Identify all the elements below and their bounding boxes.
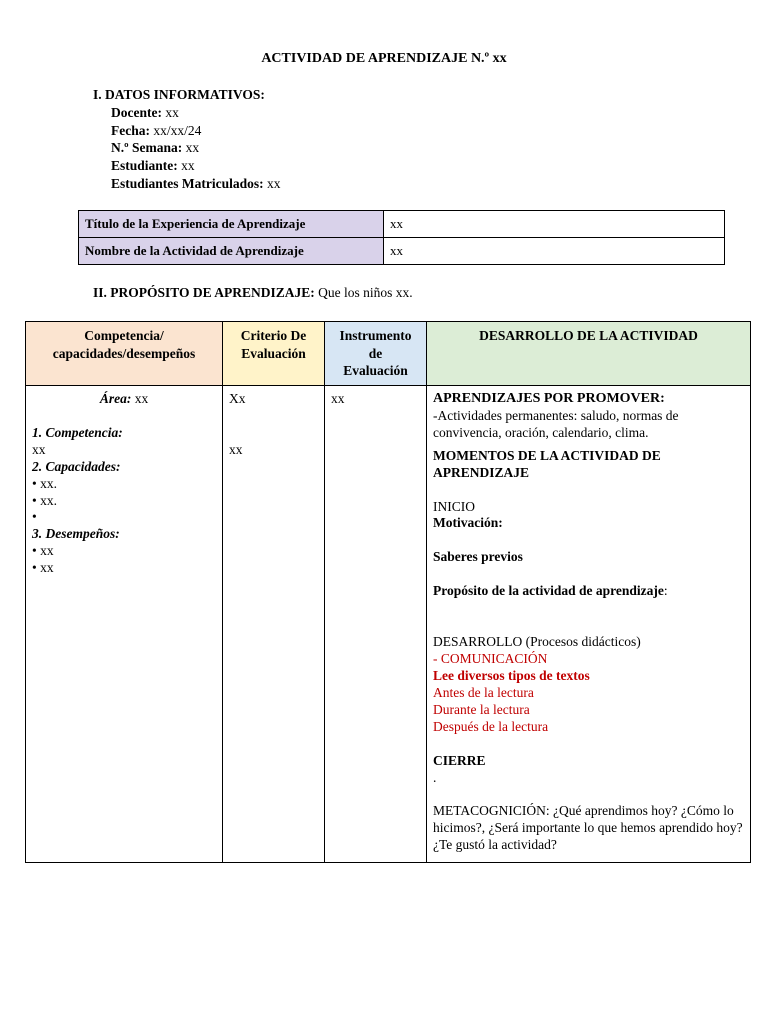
momentos-title: MOMENTOS DE LA ACTIVIDAD DE APRENDIZAJE <box>433 447 661 480</box>
docente-row <box>93 104 281 122</box>
matriculados-row <box>93 175 281 193</box>
proposito-actividad-line <box>433 583 744 600</box>
criterio-value-2: xx <box>229 441 243 457</box>
header-competencia-line1: Competencia/ <box>84 328 164 343</box>
fecha-value: xx/xx/24 <box>153 122 202 138</box>
motivacion-label: Motivación: <box>433 515 503 531</box>
estudiante-row <box>93 157 281 175</box>
competencia-value: xx <box>32 441 46 457</box>
proposito-value: Que los niños xx. <box>318 285 413 300</box>
spacer <box>433 532 744 549</box>
cierre-dot: . <box>433 769 437 785</box>
desempeno-item: • xx <box>32 560 216 577</box>
desarrollo-heading: DESARROLLO (Procesos didácticos) <box>433 634 641 650</box>
despues-lectura: Después de la lectura <box>433 718 549 734</box>
metacognicion-text: METACOGNICIÓN: ¿Qué aprendimos hoy? ¿Cómo lo hicimos?, ¿Será importante lo que hemos aprendido hoy? ¿Te gustó la actividad? <box>433 803 743 853</box>
header-instrumento <box>325 322 427 386</box>
header-desarrollo: DESARROLLO DE LA ACTIVIDAD <box>427 322 751 386</box>
header-instrumento-line1: Instrumento <box>339 328 412 343</box>
lee-textos-label: Lee diversos tipos de textos <box>433 667 590 683</box>
header-competencia <box>26 322 223 386</box>
inicio-heading: INICIO <box>433 498 475 514</box>
cierre-heading: CIERRE <box>433 752 486 768</box>
spacer <box>433 600 744 617</box>
proposito-line <box>93 285 413 301</box>
area-value: xx <box>134 391 149 406</box>
header-competencia-line2: capacidades/desempeños <box>52 345 196 361</box>
desempenos-label: 3. Desempeños: <box>32 526 120 542</box>
capacidad-item <box>32 509 216 526</box>
semana-row <box>93 139 281 157</box>
main-body-row <box>26 386 751 863</box>
capacidad-item: • xx. <box>32 493 216 510</box>
semana-label: N.º Semana: <box>111 140 183 156</box>
spacer <box>433 786 744 803</box>
header-instrumento-line2: de <box>368 345 383 361</box>
datos-heading: I. DATOS INFORMATIVOS: <box>93 87 265 102</box>
spacer <box>433 482 744 499</box>
durante-lectura: Durante la lectura <box>433 701 530 717</box>
proposito-actividad-label: Propósito de la actividad de aprendizaje <box>433 583 664 599</box>
main-header-row <box>26 322 751 386</box>
header-instrumento-line3: Evaluación <box>343 363 408 378</box>
spacer <box>32 408 216 425</box>
proposito-actividad-colon: : <box>663 583 668 599</box>
docente-value: xx <box>165 104 179 120</box>
area-label: Área: <box>99 391 132 406</box>
competencia-cell <box>26 386 223 863</box>
semana-value: xx <box>185 140 200 156</box>
spacer <box>229 408 318 425</box>
info-row-titulo <box>79 211 725 238</box>
fecha-label: Fecha: <box>111 122 150 138</box>
matriculados-label: Estudiantes Matriculados: <box>111 175 264 191</box>
header-criterio <box>223 322 325 386</box>
criterio-value-1: Xx <box>229 391 246 406</box>
aprendizajes-title: APRENDIZAJES POR PROMOVER: <box>433 391 665 406</box>
spacer <box>229 425 318 442</box>
titulo-experiencia-value: xx <box>384 211 725 238</box>
docente-label: Docente: <box>111 104 162 120</box>
competencia-label: 1. Competencia: <box>32 424 123 440</box>
aprendizajes-text: -Actividades permanentes: saludo, normas de convivencia, oración, calendario, clima. <box>433 407 679 440</box>
fecha-row <box>93 122 281 140</box>
spacer <box>433 566 744 583</box>
datos-informativos <box>93 86 281 193</box>
saberes-previos-label: Saberes previos <box>433 549 523 565</box>
proposito-label: II. PROPÓSITO DE APRENDIZAJE: <box>93 285 315 300</box>
capacidades-label: 2. Capacidades: <box>32 458 121 474</box>
instrumento-value: xx <box>331 391 345 406</box>
info-table <box>78 210 725 265</box>
matriculados-value: xx <box>267 175 281 191</box>
spacer <box>433 736 744 753</box>
nombre-actividad-label: Nombre de la Actividad de Aprendizaje <box>79 238 384 265</box>
estudiante-value: xx <box>181 158 195 174</box>
capacidad-item: • xx. <box>32 476 216 493</box>
desarrollo-cell <box>427 386 751 863</box>
titulo-experiencia-label: Título de la Experiencia de Aprendizaje <box>79 211 384 238</box>
estudiante-label: Estudiante: <box>111 158 178 174</box>
area-line <box>32 391 216 408</box>
desempeno-item: • xx <box>32 543 216 560</box>
main-table <box>25 321 751 863</box>
antes-lectura: Antes de la lectura <box>433 684 534 700</box>
instrumento-cell <box>325 386 427 863</box>
criterio-cell <box>223 386 325 863</box>
comunicacion-label: - COMUNICACIÓN <box>433 651 548 667</box>
page-title: ACTIVIDAD DE APRENDIZAJE N.º xx <box>261 51 507 66</box>
header-criterio-line2: Evaluación <box>241 345 306 361</box>
spacer <box>433 617 744 634</box>
header-criterio-line1: Criterio De <box>240 328 307 343</box>
nombre-actividad-value: xx <box>384 238 725 265</box>
info-row-nombre <box>79 238 725 265</box>
